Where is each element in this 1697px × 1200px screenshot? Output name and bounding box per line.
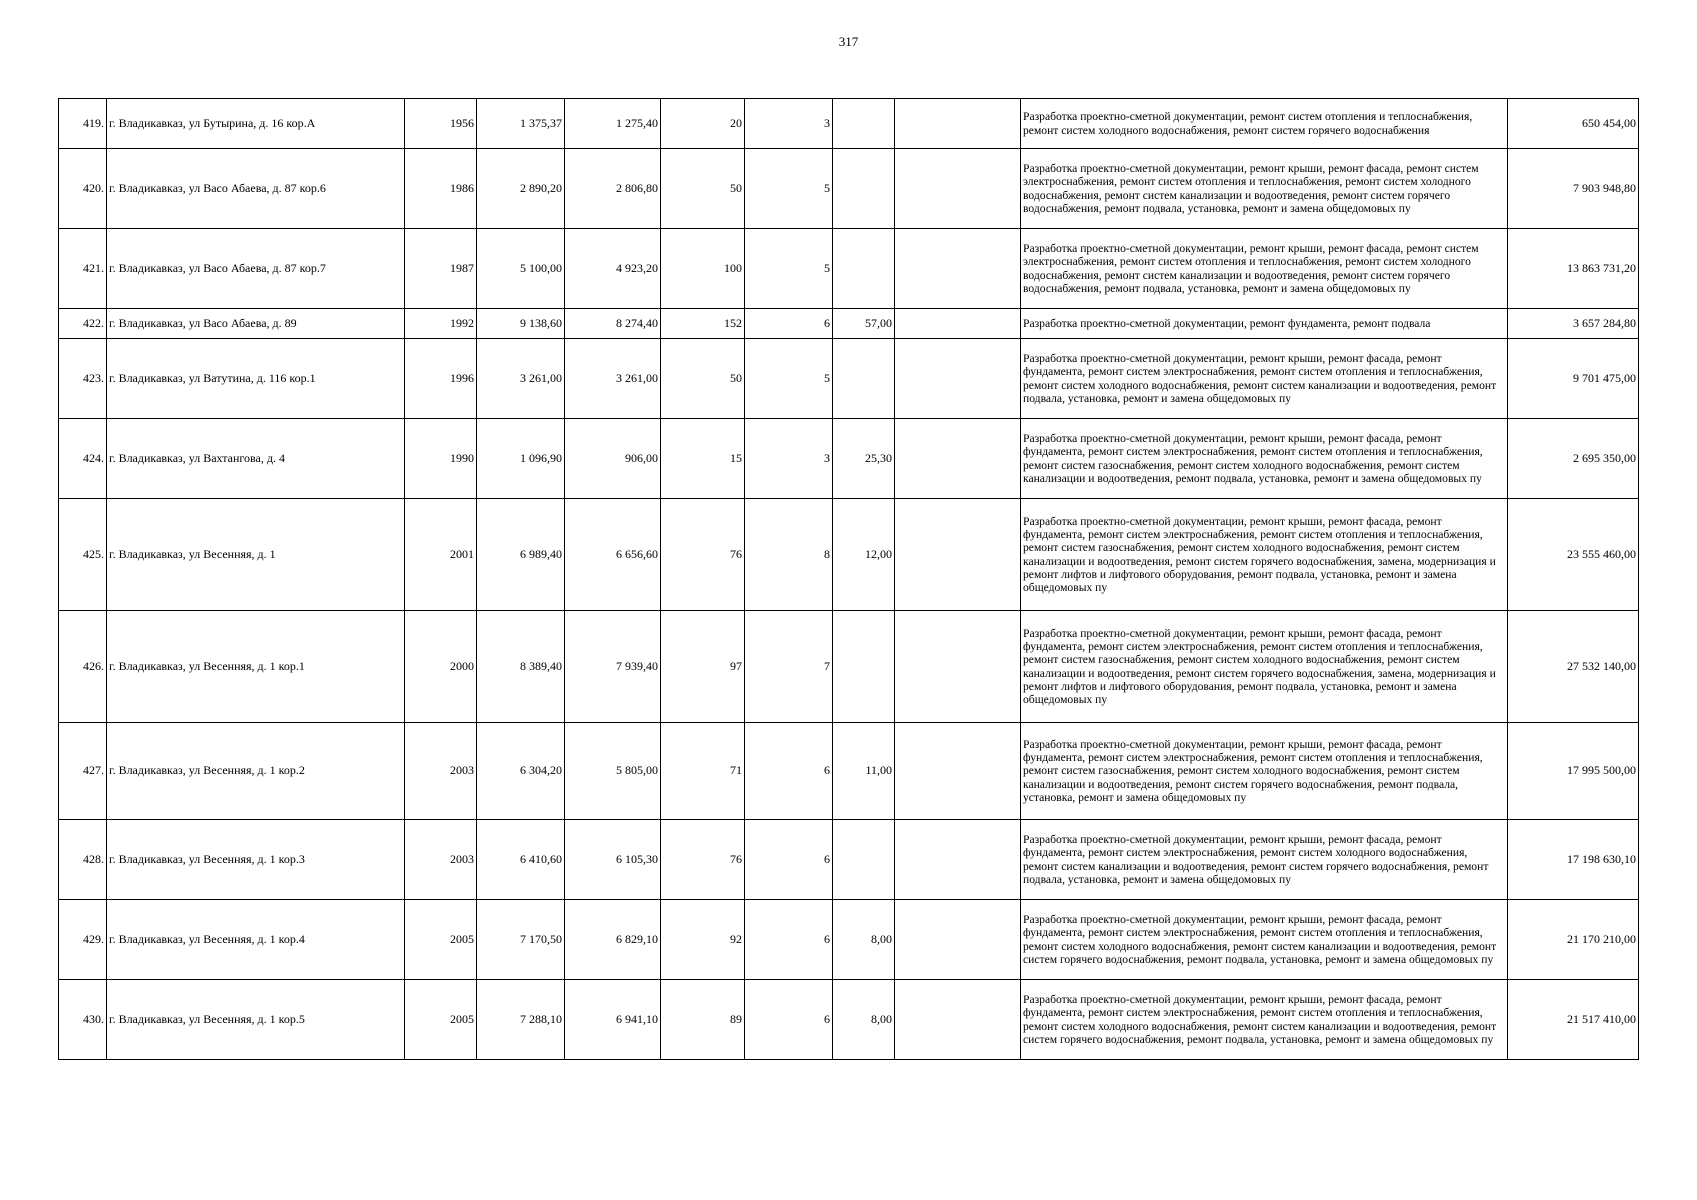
- row-number: 419.: [59, 99, 107, 149]
- wear-cell: [833, 99, 895, 149]
- total-area-cell: 5 100,00: [477, 229, 565, 309]
- works-cell: [1021, 980, 1508, 1060]
- living-area-cell: 8 274,40: [565, 309, 661, 339]
- table-row: [59, 419, 1639, 499]
- extra-cell: [895, 611, 1021, 723]
- address-cell: г. Владикавказ, ул Весенняя, д. 1 кор.2: [107, 723, 405, 820]
- address-cell: г. Владикавказ, ул Васо Абаева, д. 89: [107, 309, 405, 339]
- wear-cell: 25,30: [833, 419, 895, 499]
- residents-cell: 71: [661, 723, 745, 820]
- row-number: 429.: [59, 900, 107, 980]
- extra-cell: [895, 339, 1021, 419]
- address-cell: г. Владикавказ, ул Весенняя, д. 1 кор.3: [107, 820, 405, 900]
- total-area-cell: 3 261,00: [477, 339, 565, 419]
- table-row: [59, 229, 1639, 309]
- row-number: 424.: [59, 419, 107, 499]
- table-row: [59, 499, 1639, 611]
- residents-cell: 152: [661, 309, 745, 339]
- address-cell: г. Владикавказ, ул Вахтангова, д. 4: [107, 419, 405, 499]
- works-text: Разработка проектно-сметной документации, ремонт крыши, ремонт фасада, ремонт фундамента, ремонт систем электроснабжения, ремонт систем отопления и теплоснабжения, ремонт систем холодного водоснабжения, ремонт систем канализации и водоотведения, ремонт систем горячего водоснабжения, ремонт подвала, установка, ремонт и замена общедомовых пу: [1023, 992, 1497, 1046]
- total-area-cell: 7 288,10: [477, 980, 565, 1060]
- row-number: 423.: [59, 339, 107, 419]
- floors-cell: 5: [745, 149, 833, 229]
- year-cell: 2003: [405, 820, 477, 900]
- row-number: 425.: [59, 499, 107, 611]
- residents-cell: 92: [661, 900, 745, 980]
- address-cell: г. Владикавказ, ул Ватутина, д. 116 кор.1: [107, 339, 405, 419]
- table-row: [59, 980, 1639, 1060]
- row-number: 420.: [59, 149, 107, 229]
- works-cell: [1021, 309, 1508, 339]
- extra-cell: [895, 900, 1021, 980]
- year-cell: 1956: [405, 99, 477, 149]
- table-row: [59, 611, 1639, 723]
- wear-cell: [833, 339, 895, 419]
- living-area-cell: 2 806,80: [565, 149, 661, 229]
- total-area-cell: 6 410,60: [477, 820, 565, 900]
- total-area-cell: 7 170,50: [477, 900, 565, 980]
- living-area-cell: 6 829,10: [565, 900, 661, 980]
- row-number: 428.: [59, 820, 107, 900]
- wear-cell: [833, 820, 895, 900]
- wear-cell: [833, 229, 895, 309]
- address-cell: г. Владикавказ, ул Весенняя, д. 1 кор.4: [107, 900, 405, 980]
- address-cell: г. Владикавказ, ул Весенняя, д. 1 кор.5: [107, 980, 405, 1060]
- address-cell: г. Владикавказ, ул Васо Абаева, д. 87 кор.7: [107, 229, 405, 309]
- extra-cell: [895, 99, 1021, 149]
- works-text: Разработка проектно-сметной документации, ремонт крыши, ремонт фасада, ремонт фундамента, ремонт систем электроснабжения, ремонт систем холодного водоснабжения, ремонт систем канализации и водоотведения, ремонт систем горячего водоснабжения, ремонт подвала, установка, ремонт и замена общедомовых пу: [1023, 832, 1489, 886]
- works-text: Разработка проектно-сметной документации, ремонт крыши, ремонт фасада, ремонт фундамента, ремонт систем электроснабжения, ремонт систем отопления и теплоснабжения, ремонт систем холодного водоснабжения, ремонт систем канализации и водоотведения, ремонт подвала, установка, ремонт и замена общедомовых пу: [1023, 351, 1497, 405]
- table-row: [59, 339, 1639, 419]
- cost-cell: 21 170 210,00: [1508, 900, 1639, 980]
- cost-cell: 21 517 410,00: [1508, 980, 1639, 1060]
- row-number: 427.: [59, 723, 107, 820]
- year-cell: 2000: [405, 611, 477, 723]
- works-cell: [1021, 611, 1508, 723]
- wear-cell: [833, 611, 895, 723]
- floors-cell: 6: [745, 820, 833, 900]
- works-text: Разработка проектно-сметной документации, ремонт крыши, ремонт фасада, ремонт фундамента, ремонт систем электроснабжения, ремонт систем отопления и теплоснабжения, ремонт систем холодного водоснабжения, ремонт систем канализации и водоотведения, ремонт систем горячего водоснабжения, ремонт подвала, установка, ремонт и замена общедомовых пу: [1023, 912, 1497, 966]
- floors-cell: 6: [745, 980, 833, 1060]
- living-area-cell: 4 923,20: [565, 229, 661, 309]
- wear-cell: 8,00: [833, 980, 895, 1060]
- works-text: Разработка проектно-сметной документации, ремонт крыши, ремонт фасада, ремонт систем электроснабжения, ремонт систем отопления и теплоснабжения, ремонт систем холодного водоснабжения, ремонт систем канализации и водоотведения, ремонт систем горячего водоснабжения, ремонт подвала, установка, ремонт и замена общедомовых пу: [1023, 241, 1479, 295]
- works-cell: [1021, 820, 1508, 900]
- works-cell: [1021, 723, 1508, 820]
- living-area-cell: 3 261,00: [565, 339, 661, 419]
- total-area-cell: 6 989,40: [477, 499, 565, 611]
- total-area-cell: 1 096,90: [477, 419, 565, 499]
- wear-cell: 12,00: [833, 499, 895, 611]
- cost-cell: 650 454,00: [1508, 99, 1639, 149]
- wear-cell: 57,00: [833, 309, 895, 339]
- cost-cell: 2 695 350,00: [1508, 419, 1639, 499]
- total-area-cell: 2 890,20: [477, 149, 565, 229]
- cost-cell: 7 903 948,80: [1508, 149, 1639, 229]
- works-cell: [1021, 149, 1508, 229]
- extra-cell: [895, 499, 1021, 611]
- residents-cell: 15: [661, 419, 745, 499]
- extra-cell: [895, 820, 1021, 900]
- row-number: 422.: [59, 309, 107, 339]
- table-row: [59, 900, 1639, 980]
- year-cell: 1992: [405, 309, 477, 339]
- works-cell: [1021, 419, 1508, 499]
- total-area-cell: 6 304,20: [477, 723, 565, 820]
- residents-cell: 50: [661, 339, 745, 419]
- extra-cell: [895, 419, 1021, 499]
- floors-cell: 6: [745, 900, 833, 980]
- living-area-cell: 5 805,00: [565, 723, 661, 820]
- total-area-cell: 8 389,40: [477, 611, 565, 723]
- works-text: Разработка проектно-сметной документации, ремонт крыши, ремонт фасада, ремонт фундамента, ремонт систем электроснабжения, ремонт систем отопления и теплоснабжения, ремонт систем газоснабжения, ремонт систем холодного водоснабжения, ремонт систем канализации и водоотведения, ремонт подвала, установка, ремонт и замена общедомовых пу: [1023, 431, 1483, 485]
- works-text: Разработка проектно-сметной документации, ремонт фундамента, ремонт подвала: [1023, 316, 1431, 330]
- floors-cell: 3: [745, 419, 833, 499]
- works-text: Разработка проектно-сметной документации, ремонт крыши, ремонт фасада, ремонт фундамента, ремонт систем электроснабжения, ремонт систем отопления и теплоснабжения, ремонт систем газоснабжения, ремонт систем холодного водоснабжения, ремонт систем канализации и водоотведения, ремонт систем горячего водоснабжения, ремонт подвала, установка, ремонт и замена общедомовых пу: [1023, 737, 1483, 804]
- year-cell: 2001: [405, 499, 477, 611]
- residents-cell: 76: [661, 499, 745, 611]
- year-cell: 2005: [405, 980, 477, 1060]
- living-area-cell: 6 656,60: [565, 499, 661, 611]
- extra-cell: [895, 149, 1021, 229]
- works-text: Разработка проектно-сметной документации, ремонт крыши, ремонт фасада, ремонт фундамента, ремонт систем электроснабжения, ремонт систем отопления и теплоснабжения, ремонт систем газоснабжения, ремонт систем холодного водоснабжения, ремонт систем канализации и водоотведения, ремонт систем горячего водоснабжения, замена, модернизация и ремонт лифтов и лифтового оборудования, ремонт подвала, установка, ремонт и замена общедомовых пу: [1023, 626, 1496, 707]
- year-cell: 1990: [405, 419, 477, 499]
- works-text: Разработка проектно-сметной документации, ремонт крыши, ремонт фасада, ремонт систем электроснабжения, ремонт систем отопления и теплоснабжения, ремонт систем холодного водоснабжения, ремонт систем канализации и водоотведения, ремонт систем горячего водоснабжения, ремонт подвала, установка, ремонт и замена общедомовых пу: [1023, 161, 1479, 215]
- year-cell: 2003: [405, 723, 477, 820]
- year-cell: 1986: [405, 149, 477, 229]
- cost-cell: 13 863 731,20: [1508, 229, 1639, 309]
- extra-cell: [895, 723, 1021, 820]
- total-area-cell: 9 138,60: [477, 309, 565, 339]
- floors-cell: 8: [745, 499, 833, 611]
- year-cell: 1987: [405, 229, 477, 309]
- year-cell: 2005: [405, 900, 477, 980]
- cost-cell: 3 657 284,80: [1508, 309, 1639, 339]
- floors-cell: 6: [745, 309, 833, 339]
- residents-cell: 20: [661, 99, 745, 149]
- wear-cell: 8,00: [833, 900, 895, 980]
- living-area-cell: 7 939,40: [565, 611, 661, 723]
- address-cell: г. Владикавказ, ул Васо Абаева, д. 87 кор.6: [107, 149, 405, 229]
- works-text: Разработка проектно-сметной документации, ремонт систем отопления и теплоснабжения, ремонт систем холодного водоснабжения, ремонт систем горячего водоснабжения: [1023, 110, 1473, 137]
- works-cell: [1021, 339, 1508, 419]
- residents-cell: 76: [661, 820, 745, 900]
- living-area-cell: 1 275,40: [565, 99, 661, 149]
- extra-cell: [895, 309, 1021, 339]
- total-area-cell: 1 375,37: [477, 99, 565, 149]
- works-cell: [1021, 229, 1508, 309]
- floors-cell: 7: [745, 611, 833, 723]
- works-text: Разработка проектно-сметной документации, ремонт крыши, ремонт фасада, ремонт фундамента, ремонт систем электроснабжения, ремонт систем отопления и теплоснабжения, ремонт систем газоснабжения, ремонт систем холодного водоснабжения, ремонт систем канализации и водоотведения, ремонт систем горячего водоснабжения, замена, модернизация и ремонт лифтов и лифтового оборудования, ремонт подвала, установка, ремонт и замена общедомовых пу: [1023, 514, 1496, 595]
- table-row: [59, 149, 1639, 229]
- cost-cell: 27 532 140,00: [1508, 611, 1639, 723]
- housing-repair-table: [58, 98, 1639, 1060]
- floors-cell: 5: [745, 339, 833, 419]
- table-body: [59, 99, 1639, 1060]
- wear-cell: 11,00: [833, 723, 895, 820]
- residents-cell: 89: [661, 980, 745, 1060]
- table-row: [59, 309, 1639, 339]
- address-cell: г. Владикавказ, ул Весенняя, д. 1 кор.1: [107, 611, 405, 723]
- row-number: 430.: [59, 980, 107, 1060]
- cost-cell: 9 701 475,00: [1508, 339, 1639, 419]
- wear-cell: [833, 149, 895, 229]
- floors-cell: 6: [745, 723, 833, 820]
- works-cell: [1021, 499, 1508, 611]
- table-row: [59, 99, 1639, 149]
- cost-cell: 23 555 460,00: [1508, 499, 1639, 611]
- cost-cell: 17 198 630,10: [1508, 820, 1639, 900]
- extra-cell: [895, 980, 1021, 1060]
- address-cell: г. Владикавказ, ул Бутырина, д. 16 кор.А: [107, 99, 405, 149]
- extra-cell: [895, 229, 1021, 309]
- works-cell: [1021, 99, 1508, 149]
- floors-cell: 3: [745, 99, 833, 149]
- year-cell: 1996: [405, 339, 477, 419]
- cost-cell: 17 995 500,00: [1508, 723, 1639, 820]
- page-number: 317: [838, 34, 859, 49]
- living-area-cell: 6 105,30: [565, 820, 661, 900]
- row-number: 426.: [59, 611, 107, 723]
- address-cell: г. Владикавказ, ул Весенняя, д. 1: [107, 499, 405, 611]
- living-area-cell: 6 941,10: [565, 980, 661, 1060]
- row-number: 421.: [59, 229, 107, 309]
- living-area-cell: 906,00: [565, 419, 661, 499]
- residents-cell: 100: [661, 229, 745, 309]
- residents-cell: 97: [661, 611, 745, 723]
- residents-cell: 50: [661, 149, 745, 229]
- works-cell: [1021, 900, 1508, 980]
- table-row: [59, 723, 1639, 820]
- table-row: [59, 820, 1639, 900]
- floors-cell: 5: [745, 229, 833, 309]
